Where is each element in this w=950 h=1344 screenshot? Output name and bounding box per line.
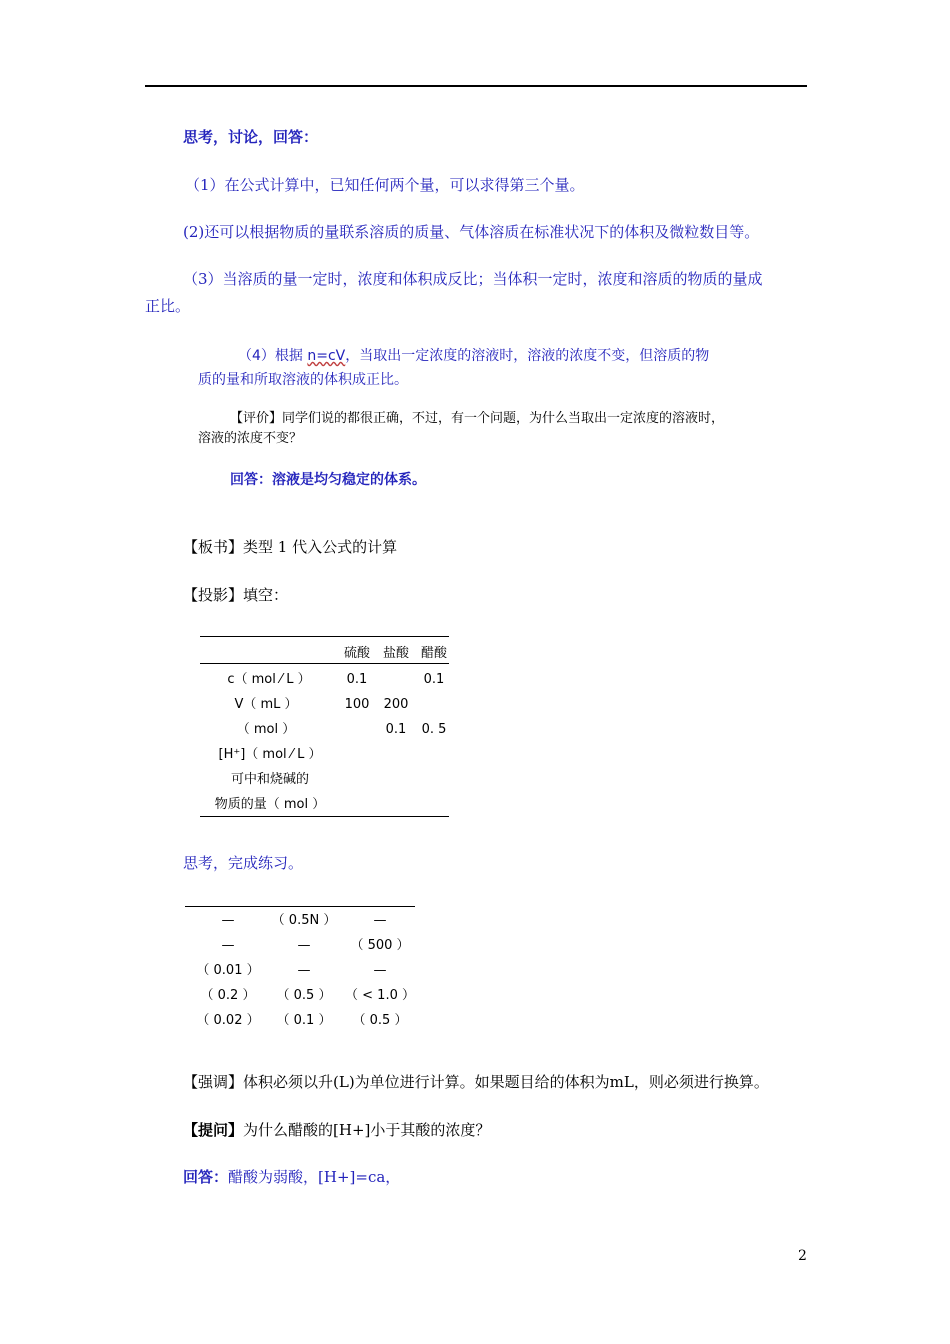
practice-cell: — (221, 938, 235, 953)
practice-cell: （ 0.5 ） (352, 1013, 408, 1028)
practice-cell: （ 500 ） (350, 938, 410, 953)
emphasis-note: 【强调】体积必须以升(L)为单位进行计算。如果题目给的体积为mL，则必须进行换算。 (183, 1073, 769, 1091)
question-label: 【提问】 (183, 1121, 244, 1139)
question-text: 为什么醋酸的[H+]小于其酸的浓度？ (243, 1121, 491, 1139)
table-row-label: （ mol ） (236, 722, 296, 737)
practice-cell: （ 0.1 ） (276, 1013, 332, 1028)
evaluation-line-2: 溶液的浓度不变？ (198, 431, 303, 446)
table-row-label: [H⁺]（ mol ⁄ L ） (218, 747, 322, 762)
practice-table-rule (185, 906, 415, 907)
formula-ncv: n=cV (307, 348, 346, 364)
practice-cell: — (297, 938, 311, 953)
discussion-point-3b: 正比。 (145, 297, 191, 315)
question-note (183, 1120, 490, 1140)
practice-cell: （ 0.02 ） (196, 1013, 260, 1028)
table-cell: 100 (344, 697, 370, 712)
practice-cell: （ 0.5N ） (271, 913, 337, 928)
practice-cell: （ < 1.0 ） (345, 988, 415, 1003)
discussion-point-3a: （3）当溶质的量一定时，浓度和体积成反比；当体积一定时，浓度和溶质的物质的量成 (183, 270, 763, 288)
discussion-point-2: (2)还可以根据物质的量联系溶质的质量、气体溶质在标准状况下的体积及微粒数目等。 (183, 223, 760, 241)
answer-label: 回答： (183, 1168, 229, 1186)
table-header-sulfuric: 硫酸 (343, 646, 371, 661)
table-row-label: V（ mL ） (234, 697, 298, 712)
practice-cell: （ 0.01 ） (196, 963, 260, 978)
answer-text: 醋酸为弱酸，[H+]=ca， (228, 1168, 401, 1186)
practice-cell: — (373, 913, 387, 928)
table-cell: 0.1 (385, 722, 407, 737)
answer-note (183, 1167, 400, 1187)
table-top-rule (200, 636, 449, 637)
table-cell: 0.1 (423, 672, 445, 687)
page-number: 2 (798, 1248, 807, 1264)
header-rule (145, 85, 807, 87)
practice-cell: — (373, 963, 387, 978)
discussion-point-4b: 质的量和所取溶液的体积成正比。 (198, 372, 408, 388)
table-cell: 0. 5 (421, 722, 447, 737)
board-note: 【板书】类型 1 代入公式的计算 (183, 538, 398, 556)
table-header-hydrochloric: 盐酸 (382, 646, 410, 661)
practice-cell: — (221, 913, 235, 928)
evaluation-answer: 回答：溶液是均匀稳定的体系。 (230, 472, 426, 488)
table-cell: 0.1 (346, 672, 368, 687)
table-header-rule (200, 663, 449, 664)
practice-cell: （ 0.5 ） (276, 988, 332, 1003)
evaluation-line-1: 【评价】同学们说的都很正确，不过，有一个问题，为什么当取出一定浓度的溶液时， (230, 411, 725, 426)
discussion-point-1: （1）在公式计算中，已知任何两个量，可以求得第三个量。 (185, 176, 585, 194)
table-row-label: 物质的量（ mol ） (214, 797, 326, 812)
discussion-point-4a: （4）根据 n=cV，当取出一定浓度的溶液时，溶液的浓度不变，但溶质的物 (238, 348, 710, 364)
table-row-label: c（ mol ⁄ L ） (227, 672, 311, 687)
practice-heading: 思考，完成练习。 (183, 854, 304, 872)
table-header-acetic: 醋酸 (420, 646, 448, 661)
table-cell: 200 (383, 697, 409, 712)
practice-cell: （ 0.2 ） (200, 988, 256, 1003)
table-row-label: 可中和烧碱的 (230, 772, 310, 787)
practice-cell: — (297, 963, 311, 978)
table-bottom-rule (200, 816, 449, 817)
discussion-heading: 思考，讨论，回答： (183, 128, 319, 146)
projection-note: 【投影】填空： (183, 586, 289, 604)
